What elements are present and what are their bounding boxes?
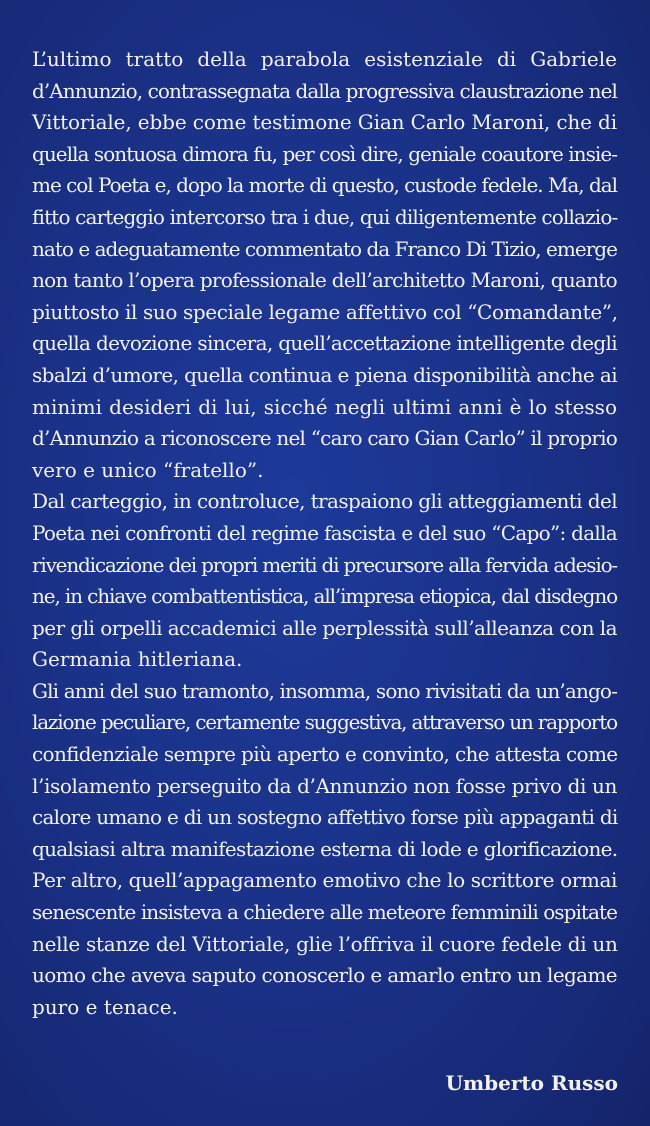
text-line: Vittoriale, ebbe come testimone Gian Carlo Maroni, che di (32, 110, 617, 135)
text-line: ne, in chiave combattentistica, all’impresa etiopica, dal disdegno (32, 584, 617, 609)
text-line: per gli orpelli accademici alle perplessità sull’alleanza con la (32, 615, 617, 640)
text-line: puro e tenace. (32, 994, 178, 1019)
text-line: Germania hitleriana. (32, 647, 243, 672)
paragraph-3 (32, 676, 617, 866)
text-line: vero e unico “fratello”. (32, 457, 264, 482)
text-line: uomo che aveva saputo conoscerlo e amarlo entro un legame (32, 963, 617, 988)
text-line: me col Poeta e, dopo la morte di questo, custode fedele. Ma, dal (32, 173, 617, 198)
text-line: d’Annunzio, contrassegnata dalla progressiva claustrazione nel (32, 78, 617, 103)
text-line: rivendicazione dei propri meriti di precursore alla fervida adesio- (32, 552, 617, 577)
author-name: Umberto Russo (445, 1071, 618, 1095)
back-cover-text (32, 44, 617, 1023)
text-line: nelle stanze del Vittoriale, glie l’offriva il cuore fedele di un (32, 931, 618, 956)
text-line: d’Annunzio a riconoscere nel “caro caro Gian Carlo” il proprio (32, 426, 617, 451)
text-line: sbalzi d’umore, quella continua e piena disponibilità anche ai (32, 362, 617, 387)
text-line: Dal carteggio, in controluce, traspaiono gli atteggiamenti del (32, 489, 617, 514)
text-line: lazione peculiare, certamente suggestiva, attraverso un rapporto (32, 710, 617, 735)
text-line: non tanto l’opera professionale dell’architetto Maroni, quanto (32, 268, 618, 293)
text-line: quella devozione sincera, quell’accettazione intelligente degli (32, 331, 617, 356)
text-line: Gli anni del suo tramonto, insomma, sono rivisitati da un’ango- (32, 678, 617, 703)
text-line: nato e adeguatamente commentato da Franco Di Tizio, emerge (32, 236, 617, 261)
text-line: L’ultimo tratto della parabola esistenziale di Gabriele (32, 47, 617, 71)
text-line: l’isolamento perseguito da d’Annunzio non fosse privo di un (32, 773, 617, 798)
text-line: fitto carteggio intercorso tra i due, qui diligentemente collazio- (32, 204, 618, 229)
text-line: piuttosto il suo speciale legame affettivo col “Comandante”, (32, 299, 618, 324)
text-line: calore umano e di un sostegno affettivo forse più appaganti di (32, 805, 618, 830)
text-line: senescente insisteva a chiedere alle meteore femminili ospitate (32, 900, 617, 925)
paragraph-2 (32, 486, 617, 676)
text-line: Poeta nei confronti del regime fascista e del suo “Capo”: dalla (32, 520, 617, 545)
text-line: confidenziale sempre più aperto e convinto, che attesta come (32, 742, 618, 767)
paragraph-1 (32, 44, 617, 486)
text-line: minimi desideri di lui, sicché negli ultimi anni è lo stesso (32, 394, 617, 419)
paragraph-4 (32, 865, 617, 1023)
text-line: quella sontuosa dimora fu, per così dire, geniale coautore insie- (32, 141, 617, 166)
text-line: Per altro, quell’appagamento emotivo che lo scrittore ormai (32, 868, 617, 893)
text-line: qualsiasi altra manifestazione esterna di lode e glorificazione. (32, 836, 618, 861)
